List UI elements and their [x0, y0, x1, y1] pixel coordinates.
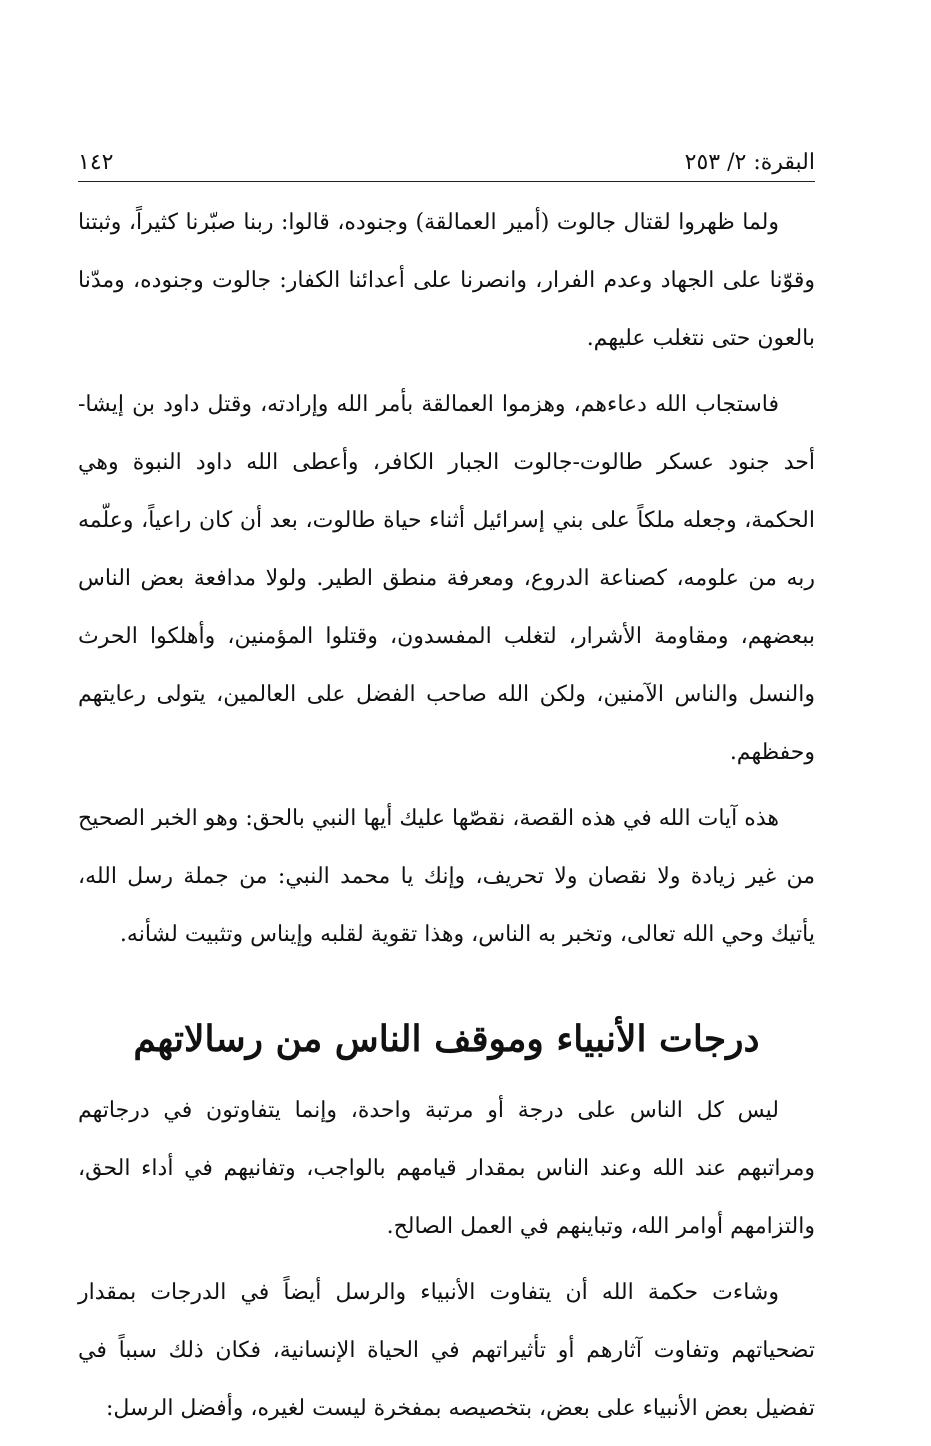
paragraph: وشاءت حكمة الله أن يتفاوت الأنبياء والرسل أيضاً في الدرجات بمقدار تضحياتهم وتفاوت آثارهم أو تأثيراتهم في الحياة الإنسانية، فكان ذلك سبباً في تفضيل بعض الأنبياء على بعض، بتخصيصه بمفخرة ليست لغيره، وأفضل الرسل: [78, 1280, 815, 1421]
page-body [78, 194, 815, 1438]
paragraph: ولما ظهروا لقتال جالوت (أمير العمالقة) وجنوده، قالوا: ربنا صبّرنا كثيراً، وثبتنا وقوّنا على الجهاد وعدم الفرار، وانصرنا على أعدائنا الكفار: جالوت وجنوده، ومدّنا بالعون حتى نتغلب عليهم. [78, 210, 815, 351]
paragraph: فاستجاب الله دعاءهم، وهزموا العمالقة بأمر الله وإرادته، وقتل داود بن إيشا- أحد جنود عسكر طالوت-جالوت الجبار الكافر، وأعطى الله داود النبوة وهي الحكمة، وجعله ملكاً على بني إسرائيل أثناء حياة طالوت، بعد أن كان راعياً، وعلّمه ربه من علومه، كصناعة الدروع، ومعرفة منطق الطير. ولولا مدافعة بعض الناس ببعضهم، ومقاومة الأشرار، لتغلب المفسدون، وقتلوا المؤمنين، وأهلكوا الحرث والنسل والناس الآمنين، ولكن الله صاحب الفضل على العالمين، يتولى رعايتهم وحفظهم. [78, 392, 815, 765]
book-page [78, 138, 815, 1446]
surah-reference: البقرة: ٢/ ٢٥٣ [684, 150, 815, 175]
section-heading: درجات الأنبياء وموقف الناس من رسالاتهم [133, 1018, 760, 1060]
paragraph: ليس كل الناس على درجة أو مرتبة واحدة، وإنما يتفاوتون في درجاتهم ومراتبهم عند الله وعند الناس بمقدار قيامهم بالواجب، وتفانيهم في أداء الحق، والتزامهم أوامر الله، وتباينهم في العمل الصالح. [78, 1098, 815, 1239]
page-number: ١٤٢ [78, 150, 114, 175]
page-header [78, 138, 815, 182]
paragraph: هذه آيات الله في هذه القصة، نقصّها عليك أيها النبي بالحق: وهو الخبر الصحيح من غير زيادة ولا نقصان ولا تحريف، وإنك يا محمد النبي: من جملة رسل الله، يأتيك وحي الله تعالى، وتخبر به الناس، وهذا تقوية لقلبه وإيناس وتثبيت لشأنه. [78, 806, 815, 947]
